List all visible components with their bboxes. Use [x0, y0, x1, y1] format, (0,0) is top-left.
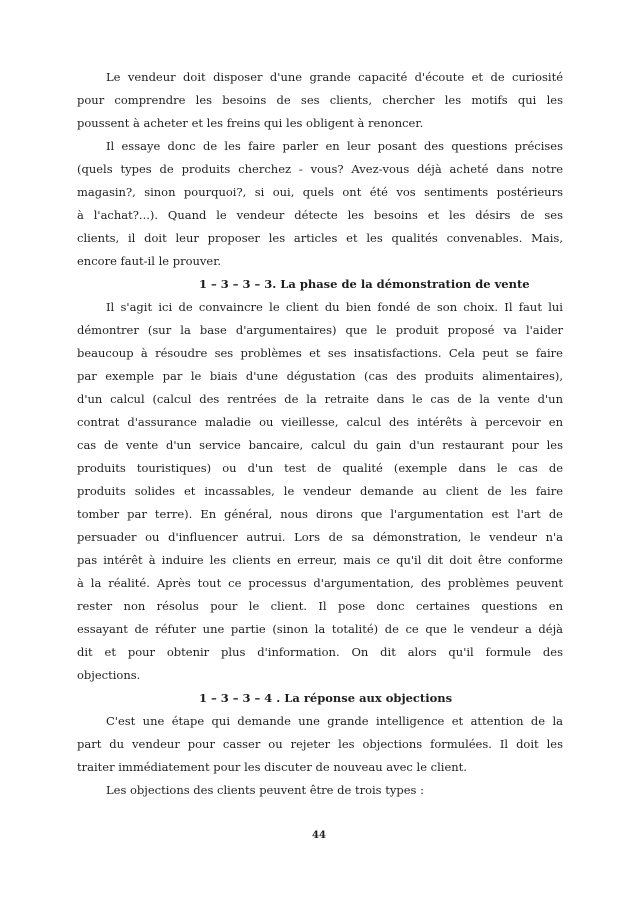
text-line: pas intérêt à induire les clients en erreur, mais ce qu'il dit doit être conforme [77, 553, 563, 567]
text-line: persuader ou d'influencer autrui. Lors de sa démonstration, le vendeur n'a [77, 530, 563, 544]
text-line: tomber par terre). En général, nous dirons que l'argumentation est l'art de [77, 507, 563, 521]
text-line: produits touristiques) ou d'un test de qualité (exemple dans le cas de [77, 461, 563, 475]
paragraph [77, 779, 563, 802]
text-line: objections. [77, 668, 141, 682]
paragraph [77, 710, 563, 779]
text-line: clients, il doit leur proposer les articles et les qualités convenables. Mais, [77, 231, 563, 245]
paragraph [77, 296, 563, 687]
paragraph [77, 135, 563, 273]
text-line: Le vendeur doit disposer d'une grande capacité d'écoute et de curiosité [106, 70, 563, 84]
text-line: démontrer (sur la base d'argumentaires) que le produit proposé va l'aider [77, 323, 563, 337]
text-line: par exemple par le biais d'une dégustation (cas des produits alimentaires), [77, 369, 563, 383]
text-line: d'un calcul (calcul des rentrées de la retraite dans le cas de la vente d'un [77, 392, 563, 406]
paragraph [77, 66, 563, 135]
text-line: rester non résolus pour le client. Il pose donc certaines questions en [77, 599, 563, 613]
text-line: essayant de réfuter une partie (sinon la totalité) de ce que le vendeur a déjà [77, 622, 563, 636]
text-line: magasin?, sinon pourquoi?, si oui, quels ont été vos sentiments postérieurs [77, 185, 563, 199]
text-line: poussent à acheter et les freins qui les obligent à renoncer. [77, 116, 424, 130]
text-line: à l'achat?...). Quand le vendeur détecte les besoins et les désirs de ses [77, 208, 563, 222]
text-line: pour comprendre les besoins de ses clients, chercher les motifs qui les [77, 93, 563, 107]
text-line: dit et pour obtenir plus d'information. On dit alors qu'il formule des [77, 645, 563, 659]
section-heading: 1 – 3 – 3 – 4 . La réponse aux objections [199, 691, 453, 705]
text-line: beaucoup à résoudre ses problèmes et ses insatisfactions. Cela peut se faire [77, 346, 563, 360]
text-line: Il essaye donc de les faire parler en leur posant des questions précises [106, 139, 563, 153]
text-line: C'est une étape qui demande une grande intelligence et attention de la [106, 714, 563, 728]
text-line: encore faut-il le prouver. [77, 254, 222, 268]
page-number: 44 [312, 830, 326, 841]
text-line: part du vendeur pour casser ou rejeter les objections formulées. Il doit les [77, 737, 563, 751]
text-line: Les objections des clients peuvent être de trois types : [106, 783, 424, 797]
text-line: à la réalité. Après tout ce processus d'argumentation, des problèmes peuvent [77, 576, 563, 590]
section-heading: 1 – 3 – 3 – 3. La phase de la démonstration de vente [199, 277, 530, 291]
text-line: cas de vente d'un service bancaire, calcul du gain d'un restaurant pour les [77, 438, 563, 452]
text-line: Il s'agit ici de convaincre le client du bien fondé de son choix. Il faut lui [106, 300, 563, 314]
text-line: (quels types de produits cherchez - vous? Avez-vous déjà acheté dans notre [77, 162, 563, 176]
text-line: contrat d'assurance maladie ou vieillesse, calcul des intérêts à percevoir en [77, 415, 563, 429]
page-body [77, 66, 563, 802]
text-line: traiter immédiatement pour les discuter de nouveau avec le client. [77, 760, 467, 774]
text-line: produits solides et incassables, le vendeur demande au client de les faire [77, 484, 563, 498]
